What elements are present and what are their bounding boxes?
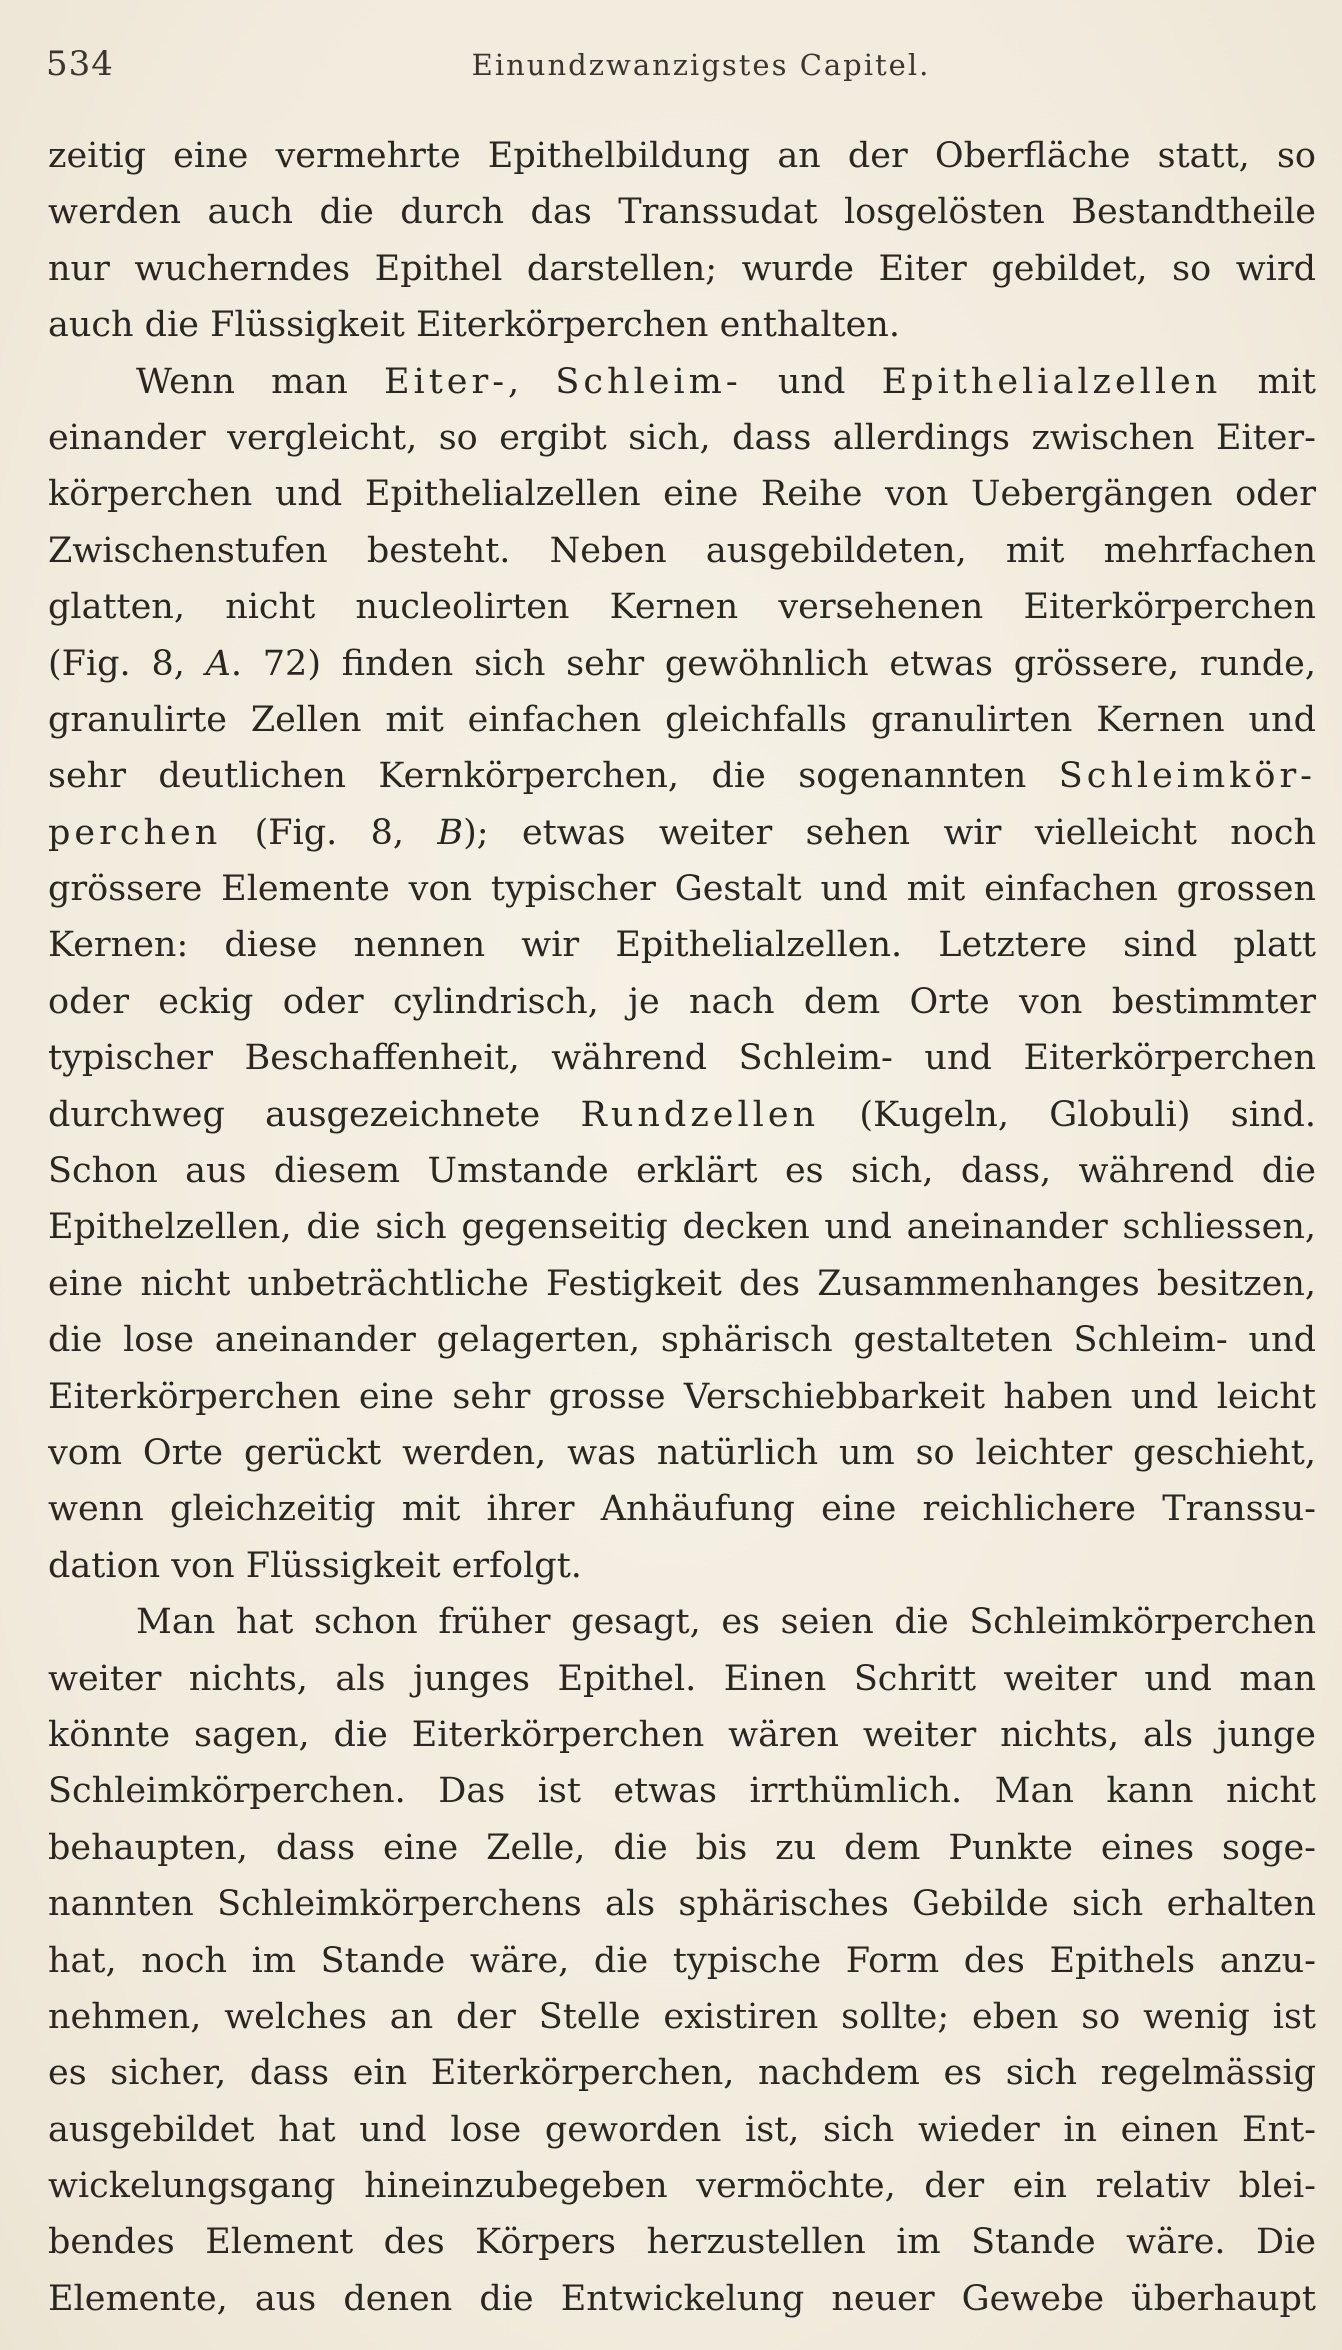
text-segment: glatten, nicht nucleolirten Kernen versehenen Eiterkörperchen (48, 587, 1316, 628)
text-line (48, 2158, 1316, 2214)
running-head: Einundzwanzigstes Capitel. (471, 48, 931, 82)
text-line (48, 1651, 1316, 1707)
text-segment: (Fig. 8, (221, 812, 438, 853)
text-line (48, 805, 1316, 861)
text-line (48, 1369, 1316, 1425)
spaced-emphasis: perchen (48, 812, 222, 853)
text-segment: wickelungsgang hineinzubegeben vermöchte, der ein relativ blei- (48, 2166, 1316, 2207)
text-segment: hat, noch im Stande wäre, die typische Form des Epithels anzu- (48, 1940, 1316, 1981)
text-segment: Epithelzellen, die sich gegenseitig decken und aneinander schliessen, (48, 1207, 1316, 1248)
text-segment: es sicher, dass ein Eiterkörperchen, nachdem es sich regelmässig (48, 2053, 1316, 2094)
text-segment: Man hat schon früher gesagt, es seien die Schleimkörperchen (136, 1602, 1316, 1643)
text-segment: nur wucherndes Epithel darstellen; wurde Eiter gebildet, so wird (48, 248, 1316, 289)
text-segment: granulirte Zellen mit einfachen gleichfalls granulirten Kernen und (48, 699, 1316, 740)
text-segment: , (508, 361, 556, 402)
text-segment: ausgebildet hat und lose geworden ist, sich wieder in einen Ent- (48, 2109, 1316, 2150)
text-segment: einander vergleicht, so ergibt sich, dass allerdings zwischen Eiter- (48, 417, 1316, 458)
text-segment: nannten Schleimkörperchens als sphärisches Gebilde sich erhalten (48, 1884, 1316, 1925)
text-line (48, 2102, 1316, 2158)
text-segment: ); etwas weiter sehen wir vielleicht noch (463, 812, 1316, 853)
text-line (48, 1594, 1316, 1650)
text-segment: zeitig eine vermehrte Epithelbildung an der Oberfläche statt, so (48, 136, 1316, 176)
text-line (48, 1199, 1316, 1255)
text-line (48, 1425, 1316, 1481)
text-segment: Zwischenstufen besteht. Neben ausgebildeten, mit mehrfachen (48, 530, 1316, 571)
text-segment: vom Orte gerückt werden, was natürlich um so leichter geschieht, (48, 1432, 1316, 1473)
text-line (48, 579, 1316, 635)
spaced-emphasis: Rundzellen (580, 1094, 820, 1135)
text-segment: oder eckig oder cylindrisch, je nach dem Orte von bestimmter (48, 981, 1316, 1022)
text-line (48, 523, 1316, 579)
text-segment: nehmen, welches an der Stelle existiren sollte; eben so wenig ist (48, 1996, 1316, 2037)
text-segment: eine nicht unbeträchtliche Festigkeit des Zusammenhanges besitzen, (48, 1263, 1316, 1304)
text-segment: grössere Elemente von typischer Gestalt und mit einfachen grossen (48, 869, 1316, 910)
text-line (48, 1087, 1316, 1143)
text-segment: sehr deutlichen Kernkörperchen, die sogenannten (48, 756, 1059, 797)
text-segment: dation von Flüssigkeit erfolgt. (48, 1545, 582, 1586)
text-line (48, 1707, 1316, 1763)
text-line (48, 974, 1316, 1030)
spaced-emphasis: Eiter- (383, 361, 509, 402)
italic-letter: B (437, 812, 464, 853)
text-segment: Schon aus diesem Umstande erklärt es sich, dass, während die (48, 1151, 1316, 1192)
text-line (48, 1312, 1316, 1368)
text-line (48, 128, 1316, 184)
text-line (48, 861, 1316, 917)
text-line (48, 297, 1316, 353)
spaced-emphasis: Schleim- (555, 361, 742, 402)
text-segment: Elemente, aus denen die Entwickelung neuer Gewebe überhaupt (48, 2278, 1316, 2319)
page-header (46, 44, 1316, 84)
text-segment: . 72) finden sich sehr gewöhnlich etwas grössere, runde, (230, 643, 1316, 684)
text-line (48, 241, 1316, 297)
text-line (48, 1876, 1316, 1932)
text-segment: Wenn man (136, 361, 384, 402)
text-line (48, 692, 1316, 748)
text-segment: könnte sagen, die Eiterkörperchen wären weiter nichts, als junge (48, 1714, 1316, 1755)
body-text (48, 128, 1316, 2327)
text-segment: Schleimkörperchen. Das ist etwas irrthümlich. Man kann nicht (48, 1771, 1316, 1812)
text-line (48, 184, 1316, 240)
text-line (48, 1481, 1316, 1537)
text-segment: körperchen und Epithelialzellen eine Reihe von Uebergängen oder (48, 474, 1316, 515)
spaced-emphasis: Schleimkör- (1058, 756, 1316, 797)
text-line (48, 354, 1316, 410)
text-line (48, 1030, 1316, 1086)
text-line (48, 1933, 1316, 1989)
text-segment: (Fig. 8, (48, 643, 206, 684)
text-line (48, 410, 1316, 466)
text-segment: mit (1221, 361, 1316, 402)
text-segment: die lose aneinander gelagerten, sphärisch gestalteten Schleim- und (48, 1320, 1316, 1361)
italic-letter: A (205, 643, 231, 684)
text-segment: (Kugeln, Globuli) sind. (819, 1094, 1316, 1135)
text-line (48, 2214, 1316, 2270)
text-segment: Eiterkörperchen eine sehr grosse Verschiebbarkeit haben und leicht (48, 1376, 1316, 1417)
text-line (48, 1989, 1316, 2045)
text-segment: wenn gleichzeitig mit ihrer Anhäufung eine reichlichere Transsu- (48, 1489, 1316, 1530)
text-line (48, 636, 1316, 692)
text-line (48, 1143, 1316, 1199)
text-line (48, 917, 1316, 973)
text-segment: werden auch die durch das Transsudat losgelösten Bestandtheile (48, 192, 1316, 233)
text-line (48, 466, 1316, 522)
text-segment: bendes Element des Körpers herzustellen im Stande wäre. Die (48, 2222, 1316, 2263)
text-segment: typischer Beschaffenheit, während Schleim- und Eiterkörperchen (48, 1038, 1316, 1079)
text-line (48, 1538, 1316, 1594)
text-segment: auch die Flüssigkeit Eiterkörperchen enthalten. (48, 305, 900, 346)
text-line (48, 1763, 1316, 1819)
text-line (48, 1820, 1316, 1876)
text-segment: durchweg ausgezeichnete (48, 1094, 581, 1135)
text-line (48, 748, 1316, 804)
text-line (48, 1256, 1316, 1312)
text-segment: Kernen: diese nennen wir Epithelialzellen. Letztere sind platt (48, 925, 1316, 966)
text-line (48, 2271, 1316, 2327)
text-segment: weiter nichts, als junges Epithel. Einen Schritt weiter und man (48, 1658, 1316, 1699)
text-line (48, 2045, 1316, 2101)
page-number: 534 (46, 44, 114, 84)
text-segment: und (741, 361, 882, 402)
text-segment: behaupten, dass eine Zelle, die bis zu dem Punkte eines soge- (48, 1827, 1316, 1868)
spaced-emphasis: Epithelialzellen (881, 361, 1222, 402)
